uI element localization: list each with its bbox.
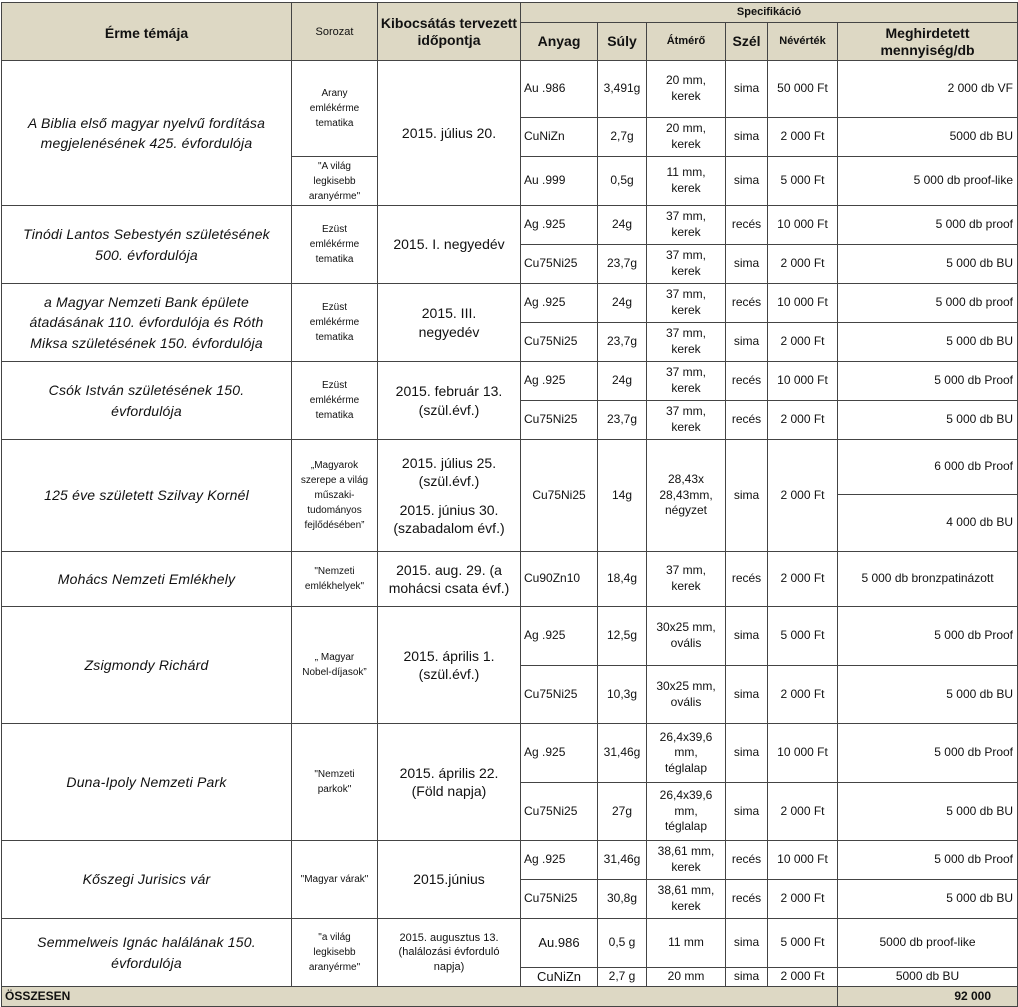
coin-material: Au .986	[521, 61, 598, 118]
total-label: ÖSSZESEN	[2, 987, 838, 1007]
coin-diameter: 11 mm, kerek	[647, 157, 726, 206]
coin-face-value: 2 000 Ft	[768, 880, 838, 919]
coin-diameter: 37 mm, kerek	[647, 552, 726, 607]
coin-face-value: 2 000 Ft	[768, 552, 838, 607]
coin-diameter: 38,61 mm, kerek	[647, 880, 726, 919]
coin-face-value: 2 000 Ft	[768, 666, 838, 724]
coin-quantity: 5 000 db BU	[838, 245, 1018, 284]
coin-quantity: 4 000 db BU	[838, 495, 1018, 552]
coin-diameter: 38,61 mm, kerek	[647, 841, 726, 880]
coin-theme: Semmelweis Ignác halálának 150. évfordulója	[2, 919, 292, 987]
coin-diameter: 37 mm, kerek	[647, 206, 726, 245]
coin-edge: recés	[726, 284, 768, 323]
coin-issue-date: 2015. aug. 29. (a mohácsi csata évf.)	[378, 552, 521, 607]
coin-quantity: 5 000 db bronzpatinázott	[838, 552, 1018, 607]
coin-face-value: 5 000 Ft	[768, 157, 838, 206]
coin-quantity: 2 000 db VF	[838, 61, 1018, 118]
coin-diameter: 26,4x39,6 mm, téglalap	[647, 724, 726, 783]
coin-quantity: 5000 db BU	[838, 118, 1018, 157]
coin-material: Cu75Ni25	[521, 783, 598, 841]
coin-edge: sima	[726, 245, 768, 284]
table-row	[2, 724, 1018, 783]
coin-material: Ag .925	[521, 206, 598, 245]
coin-quantity: 5 000 db BU	[838, 666, 1018, 724]
table-row	[2, 552, 1018, 607]
coin-edge: sima	[726, 724, 768, 783]
coin-series: „Magyarok szerepe a világ műszaki-tudományos fejlődésében”	[292, 440, 378, 552]
coin-weight: 14g	[598, 440, 647, 552]
coin-series: Ezüst emlékérme tematika	[292, 206, 378, 284]
coin-series: "Nemzeti parkok"	[292, 724, 378, 841]
coin-series: Ezüst emlékérme tematika	[292, 284, 378, 362]
coin-face-value: 2 000 Ft	[768, 118, 838, 157]
coin-edge: sima	[726, 118, 768, 157]
coin-issue-date: 2015. április 22. (Föld napja)	[378, 724, 521, 841]
coin-quantity: 5 000 db BU	[838, 401, 1018, 440]
coin-weight: 23,7g	[598, 245, 647, 284]
coin-issue-date: 2015. április 1. (szül.évf.)	[378, 607, 521, 724]
coin-weight: 2,7g	[598, 118, 647, 157]
coin-diameter: 11 mm	[647, 919, 726, 968]
coin-diameter: 20 mm	[647, 968, 726, 987]
coin-material: Cu75Ni25	[521, 401, 598, 440]
coin-series: "A világ legkisebb aranyérme"	[292, 157, 378, 206]
coin-face-value: 2 000 Ft	[768, 245, 838, 284]
coin-material: Ag .925	[521, 724, 598, 783]
header-diameter: Átmérő	[647, 23, 726, 61]
coin-theme: Mohács Nemzeti Emlékhely	[2, 552, 292, 607]
coin-material: CuNiZn	[521, 968, 598, 987]
coin-material: Ag .925	[521, 362, 598, 401]
coin-quantity: 5 000 db Proof	[838, 362, 1018, 401]
coin-weight: 18,4g	[598, 552, 647, 607]
coin-weight: 3,491g	[598, 61, 647, 118]
coin-quantity: 5 000 db proof	[838, 284, 1018, 323]
coin-face-value: 2 000 Ft	[768, 401, 838, 440]
coin-theme: A Biblia első magyar nyelvű fordítása megjelenésének 425. évfordulója	[2, 61, 292, 206]
coin-theme: Csók István születésének 150. évfordulója	[2, 362, 292, 440]
coin-edge: sima	[726, 607, 768, 666]
header-edge: Szél	[726, 23, 768, 61]
coin-series: "Magyar várak"	[292, 841, 378, 919]
coin-theme: Tinódi Lantos Sebestyén születésének 500. évfordulója	[2, 206, 292, 284]
coin-issue-date: 2015. július 20.	[378, 61, 521, 206]
table-row	[2, 607, 1018, 666]
coin-weight: 31,46g	[598, 841, 647, 880]
coin-face-value: 10 000 Ft	[768, 362, 838, 401]
coin-edge: recés	[726, 880, 768, 919]
header-face-value: Névérték	[768, 23, 838, 61]
coin-face-value: 10 000 Ft	[768, 724, 838, 783]
coin-material: Au .999	[521, 157, 598, 206]
coin-face-value: 2 000 Ft	[768, 968, 838, 987]
coin-diameter: 37 mm, kerek	[647, 401, 726, 440]
coin-edge: recés	[726, 206, 768, 245]
coin-edge: recés	[726, 401, 768, 440]
coin-material: Cu75Ni25	[521, 440, 598, 552]
coin-quantity: 5 000 db BU	[838, 783, 1018, 841]
header-theme: Érme témája	[2, 3, 292, 61]
coin-weight: 23,7g	[598, 323, 647, 362]
coin-face-value: 2 000 Ft	[768, 440, 838, 552]
coin-theme: Zsigmondy Richárd	[2, 607, 292, 724]
coin-face-value: 5 000 Ft	[768, 919, 838, 968]
coin-diameter: 28,43x 28,43mm, négyzet	[647, 440, 726, 552]
coin-theme: a Magyar Nemzeti Bank épülete átadásának 110. évfordulója és Róth Miksa születésének 150. évfordulója	[2, 284, 292, 362]
coin-edge: sima	[726, 783, 768, 841]
coin-edge: sima	[726, 968, 768, 987]
coin-edge: sima	[726, 666, 768, 724]
coin-material: Cu75Ni25	[521, 666, 598, 724]
coin-series: "Nemzeti emlékhelyek"	[292, 552, 378, 607]
coin-theme: Kőszegi Jurisics vár	[2, 841, 292, 919]
coin-theme: Duna-Ipoly Nemzeti Park	[2, 724, 292, 841]
coin-edge: sima	[726, 919, 768, 968]
coin-edge: recés	[726, 362, 768, 401]
coin-face-value: 10 000 Ft	[768, 206, 838, 245]
coin-series: Ezüst emlékérme tematika	[292, 362, 378, 440]
coin-weight: 24g	[598, 284, 647, 323]
coin-issue-date: 2015. február 13. (szül.évf.)	[378, 362, 521, 440]
coin-quantity: 5 000 db Proof	[838, 607, 1018, 666]
coin-diameter: 37 mm, kerek	[647, 323, 726, 362]
coin-weight: 31,46g	[598, 724, 647, 783]
coin-face-value: 10 000 Ft	[768, 841, 838, 880]
coin-theme: 125 éve született Szilvay Kornél	[2, 440, 292, 552]
coin-diameter: 20 mm, kerek	[647, 118, 726, 157]
coin-edge: recés	[726, 552, 768, 607]
coin-material: Ag .925	[521, 607, 598, 666]
coin-quantity: 6 000 db Proof	[838, 440, 1018, 495]
coin-issue-date: 2015. I. negyedév	[378, 206, 521, 284]
coin-diameter: 37 mm, kerek	[647, 245, 726, 284]
coin-weight: 24g	[598, 362, 647, 401]
coin-issue-date-secondary: 2015. június 30. (szabadalom évf.)	[393, 501, 505, 536]
coin-weight: 23,7g	[598, 401, 647, 440]
table-row	[2, 841, 1018, 880]
coin-diameter: 26,4x39,6 mm, téglalap	[647, 783, 726, 841]
coin-face-value: 50 000 Ft	[768, 61, 838, 118]
coin-quantity: 5 000 db Proof	[838, 724, 1018, 783]
header-issue-date: Kibocsátás tervezett időpontja	[378, 3, 521, 61]
coin-weight: 30,8g	[598, 880, 647, 919]
coin-issue-date: 2015. III. negyedév	[378, 284, 521, 362]
coin-issue-date-primary: 2015. július 25. (szül.évf.)	[401, 455, 497, 490]
header-series: Sorozat	[292, 3, 378, 61]
coin-material: Cu90Zn10	[521, 552, 598, 607]
coin-weight: 10,3g	[598, 666, 647, 724]
coin-weight: 0,5 g	[598, 919, 647, 968]
coin-material: Ag .925	[521, 284, 598, 323]
total-value: 92 000	[838, 987, 1018, 1007]
table-row	[2, 440, 1018, 495]
header-specification: Specifikáció	[521, 3, 1018, 23]
coin-diameter: 37 mm, kerek	[647, 284, 726, 323]
table-row	[2, 206, 1018, 245]
coin-material: Ag .925	[521, 841, 598, 880]
table-row	[2, 61, 1018, 118]
coin-edge: sima	[726, 440, 768, 552]
coin-issue-date: 2015.június	[378, 841, 521, 919]
coin-weight: 27g	[598, 783, 647, 841]
coin-weight: 0,5g	[598, 157, 647, 206]
coin-material: Cu75Ni25	[521, 880, 598, 919]
coin-quantity: 5000 db BU	[838, 968, 1018, 987]
coin-series: Arany emlékérme tematika	[292, 61, 378, 157]
header-quantity: Meghirdetett mennyiség/db	[838, 23, 1018, 61]
header-weight: Súly	[598, 23, 647, 61]
coin-edge: sima	[726, 157, 768, 206]
coin-material: Cu75Ni25	[521, 245, 598, 284]
coin-series: „ Magyar Nobel-díjasok”	[292, 607, 378, 724]
coin-quantity: 5000 db proof-like	[838, 919, 1018, 968]
coin-issue-date	[378, 440, 521, 552]
table-row	[2, 362, 1018, 401]
coin-weight: 2,7 g	[598, 968, 647, 987]
coin-issue-date: 2015. augusztus 13. (halálozási évforduló napja)	[378, 919, 521, 987]
table-row	[2, 284, 1018, 323]
coin-face-value: 10 000 Ft	[768, 284, 838, 323]
coin-edge: recés	[726, 841, 768, 880]
coin-weight: 12,5g	[598, 607, 647, 666]
coin-quantity: 5 000 db BU	[838, 323, 1018, 362]
coin-diameter: 30x25 mm, ovális	[647, 666, 726, 724]
coin-face-value: 5 000 Ft	[768, 607, 838, 666]
coin-quantity: 5 000 db Proof	[838, 841, 1018, 880]
coin-issue-table	[1, 2, 1018, 1007]
coin-diameter: 30x25 mm, ovális	[647, 607, 726, 666]
coin-quantity: 5 000 db proof	[838, 206, 1018, 245]
coin-diameter: 20 mm, kerek	[647, 61, 726, 118]
coin-edge: sima	[726, 61, 768, 118]
table-row	[2, 919, 1018, 968]
header-material: Anyag	[521, 23, 598, 61]
coin-weight: 24g	[598, 206, 647, 245]
coin-series: "a világ legkisebb aranyérme"	[292, 919, 378, 987]
coin-edge: sima	[726, 323, 768, 362]
coin-diameter: 37 mm, kerek	[647, 362, 726, 401]
coin-material: Au.986	[521, 919, 598, 968]
coin-quantity: 5 000 db BU	[838, 880, 1018, 919]
coin-quantity: 5 000 db proof-like	[838, 157, 1018, 206]
coin-face-value: 2 000 Ft	[768, 783, 838, 841]
coin-material: CuNiZn	[521, 118, 598, 157]
coin-face-value: 2 000 Ft	[768, 323, 838, 362]
coin-material: Cu75Ni25	[521, 323, 598, 362]
